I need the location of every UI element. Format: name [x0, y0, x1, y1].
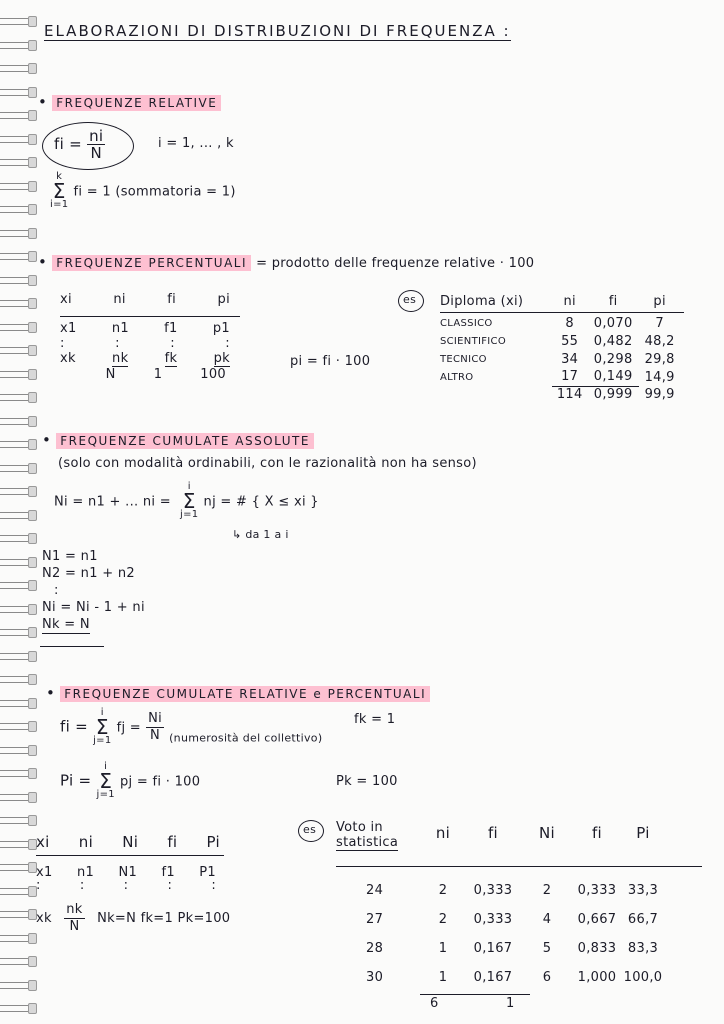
cell-value: 8	[565, 315, 574, 331]
section-cumulative-absolute: • FREQUENZE CUMULATE ASSOLUTE	[42, 430, 314, 449]
cumulative-steps: N1 = n1 N2 = n1 + n2 : Ni = Ni - 1 + ni Nk = N	[42, 549, 145, 632]
spiral-ring	[0, 390, 42, 404]
example-diploma-table	[440, 288, 690, 402]
generic-cumulative-table	[36, 833, 236, 935]
spiral-ring	[0, 790, 42, 804]
cell-value: 0,667	[577, 912, 617, 927]
cell-value: 66,7	[627, 912, 659, 927]
range-note: ↳ da 1 a i	[232, 528, 289, 541]
cell-diploma: CLASSICO	[440, 317, 493, 329]
spiral-ring	[0, 508, 42, 522]
table-row	[440, 332, 680, 350]
formula-cumulative-relative: fi = i Σ j=1 fj = $\frac{Ni}{N}$ $_{(numerosità del collettivo)}$	[60, 707, 323, 746]
heading-note: = prodotto delle frequenze relative · 100	[256, 256, 535, 271]
formula-cumulative-percent: Pi = i Σ j=1 pj = fi · 100	[60, 761, 201, 800]
table-row	[440, 314, 680, 332]
cell-value: 0,333	[577, 883, 617, 898]
spiral-ring	[0, 719, 42, 733]
spiral-ring	[0, 108, 42, 122]
table-row	[440, 368, 680, 386]
heading-relative-frequencies: FREQUENZE RELATIVE	[52, 95, 221, 111]
vote-total-ni: 6	[430, 996, 439, 1011]
cell-value: 0,298	[593, 351, 633, 367]
cell-value: 0,167	[473, 941, 513, 956]
table-row	[440, 350, 680, 368]
formula-percent: pi = fi · 100	[290, 354, 371, 369]
cell-diploma: TECNICO	[440, 353, 487, 365]
spiral-ring	[0, 85, 42, 99]
spiral-ring	[0, 249, 42, 263]
cell-value: 29,8	[644, 351, 675, 367]
table-totals: N 1 100	[105, 367, 226, 382]
spiral-ring	[0, 954, 42, 968]
formula-sum-relative: k Σ i=1 fi = 1 (sommatoria = 1)	[50, 171, 236, 210]
cell-diploma: SCIENTIFICO	[440, 335, 506, 347]
spiral-ring	[0, 602, 42, 616]
cell-value: 48,2	[644, 333, 675, 349]
cell-value: 0,482	[593, 333, 633, 349]
cell-value: 0,333	[473, 883, 513, 898]
table-header: xi ni fi pi	[60, 292, 230, 307]
cell-value: 33,3	[627, 883, 659, 898]
cell-vote: 27	[366, 912, 384, 927]
formula-relative-frequency: fi = $\frac{ni}{N}$	[54, 127, 104, 162]
spiral-ring	[0, 743, 42, 757]
cell-value: 2	[438, 912, 448, 927]
ordinal-note: (solo con modalità ordinabili, con le razionalità non ha senso)	[58, 456, 477, 471]
table-header: xi ni Ni fi Pi	[36, 833, 220, 851]
cell-vote: 28	[366, 941, 384, 956]
table-row	[336, 876, 706, 905]
bullet: •	[38, 93, 48, 111]
spiral-ring	[0, 978, 42, 992]
example-label: es	[403, 293, 417, 306]
cell-value: 0,333	[473, 912, 513, 927]
spiral-ring	[0, 625, 42, 639]
heading-cumulative-relative: FREQUENZE CUMULATE RELATIVE e PERCENTUALI	[60, 686, 430, 702]
cell-value: 6	[542, 970, 552, 985]
spiral-ring	[0, 1001, 42, 1015]
table-header: Diploma (xi) ni fi pi	[440, 293, 666, 309]
cell-value: 100,0	[623, 970, 663, 985]
section-relative-frequencies	[38, 92, 221, 111]
cell-value: 2	[438, 883, 448, 898]
spiral-ring	[0, 367, 42, 381]
formula-cumulative: Ni = n1 + ... ni = i Σ j=1 nj = # { X ≤ xi }	[54, 481, 319, 520]
spiral-ring	[0, 555, 42, 569]
vote-table-header: ni fi Ni fi Pi	[435, 824, 650, 842]
cell-value: 4	[542, 912, 552, 927]
spiral-ring	[0, 343, 42, 357]
spiral-ring	[0, 155, 42, 169]
pk-value: Pk = 100	[336, 774, 398, 789]
cell-diploma: ALTRO	[440, 371, 474, 383]
table-row: xk nk fk pk	[60, 351, 230, 366]
spiral-ring	[0, 179, 42, 193]
spiral-ring	[0, 273, 42, 287]
cell-value: 0,833	[577, 941, 617, 956]
spiral-ring	[0, 672, 42, 686]
table-row	[336, 963, 706, 992]
generic-percent-table	[60, 292, 240, 382]
fk-value: fk = 1	[354, 712, 396, 727]
spiral-ring	[0, 649, 42, 663]
spiral-ring	[0, 461, 42, 475]
cell-value: 7	[655, 315, 664, 331]
table-row: : : : : :	[36, 878, 216, 893]
spiral-ring	[0, 202, 42, 216]
spiral-ring	[0, 484, 42, 498]
cell-value: 0,070	[593, 315, 633, 331]
cell-value: 55	[561, 333, 579, 349]
cell-value: 5	[542, 941, 552, 956]
index-range: i = 1, ... , k	[158, 136, 234, 151]
section-percent-frequencies: • FREQUENZE PERCENTUALI = prodotto delle frequenze relative · 100	[38, 253, 535, 271]
heading-percent-frequencies: FREQUENZE PERCENTUALI	[52, 255, 251, 271]
spiral-ring	[0, 578, 42, 592]
cell-value: 0,167	[473, 970, 513, 985]
spiral-ring	[0, 696, 42, 710]
spiral-ring	[0, 766, 42, 780]
table-row: x1 n1 N1 f1 P1	[36, 865, 216, 880]
table-row: xk $\frac{nk}{N}$ Nk=N fk=1 Pk=100	[36, 902, 231, 934]
vote-total-fi: 1	[506, 996, 515, 1011]
cell-value: 2	[542, 883, 552, 898]
example-vote-table	[336, 876, 706, 992]
cell-vote: 30	[366, 970, 384, 985]
cell-value: 1,000	[577, 970, 617, 985]
spiral-ring	[0, 437, 42, 451]
cell-value: 14,9	[644, 369, 675, 385]
table-row	[336, 905, 706, 934]
vote-header-label: Voto in statistica	[336, 820, 399, 850]
table-totals: 114 0,999 99,9	[440, 386, 680, 402]
section-cumulative-relative: • FREQUENZE CUMULATE RELATIVE e PERCENTUALI	[46, 683, 430, 702]
cell-value: 1	[438, 941, 448, 956]
spiral-ring	[0, 38, 42, 52]
spiral-ring	[0, 531, 42, 545]
spiral-ring	[0, 14, 42, 28]
table-row: : : : :	[60, 336, 230, 351]
spiral-ring	[0, 132, 42, 146]
cell-vote: 24	[366, 883, 384, 898]
table-row	[336, 934, 706, 963]
cell-value: 0,149	[593, 369, 633, 385]
page-title: ELABORAZIONI DI DISTRIBUZIONI DI FREQUENZA :	[44, 22, 511, 40]
spiral-ring	[0, 296, 42, 310]
spiral-ring	[0, 226, 42, 240]
table-row: x1 n1 f1 p1	[60, 321, 230, 336]
cell-value: 1	[438, 970, 448, 985]
spiral-ring	[0, 61, 42, 75]
cell-value: 83,3	[627, 941, 659, 956]
example-label: es	[303, 823, 317, 836]
spiral-ring	[0, 813, 42, 827]
heading-cumulative-absolute: FREQUENZE CUMULATE ASSOLUTE	[56, 433, 314, 449]
spiral-ring	[0, 414, 42, 428]
cell-value: 34	[561, 351, 579, 367]
spiral-ring	[0, 320, 42, 334]
cell-value: 17	[561, 369, 579, 385]
